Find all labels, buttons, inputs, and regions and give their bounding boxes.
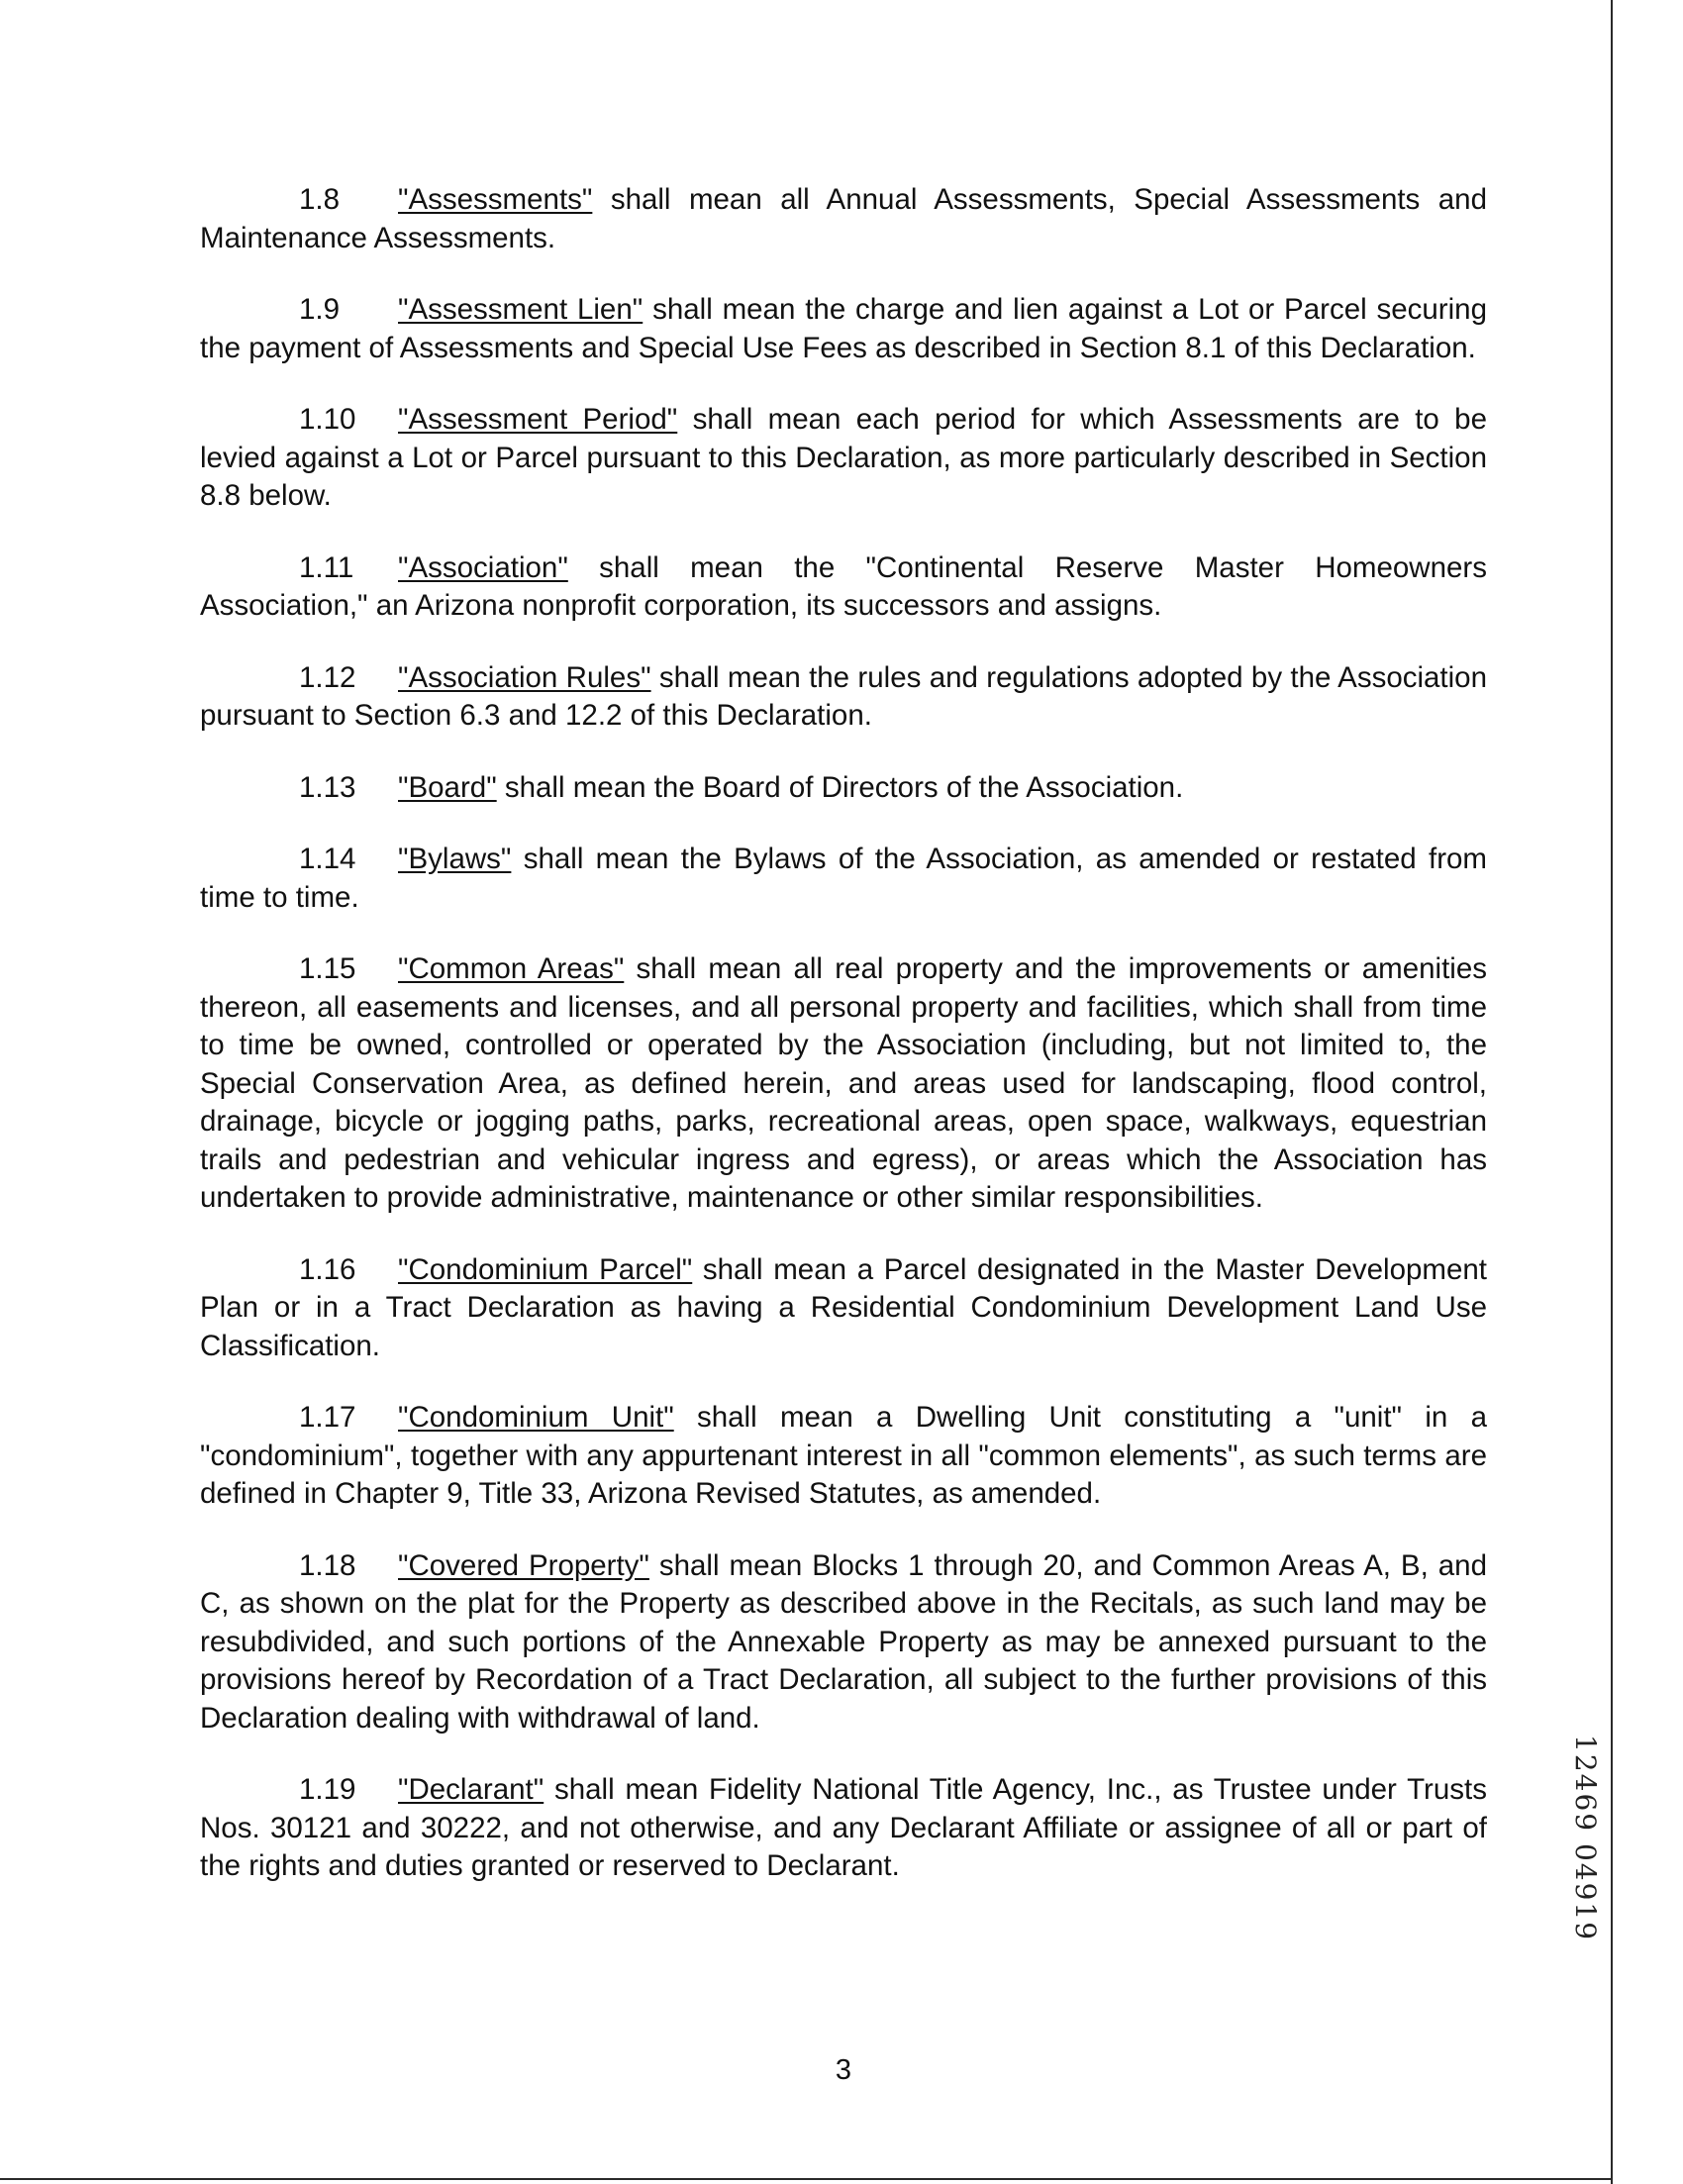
definition-1-19 xyxy=(200,1771,1487,1886)
definition-1-18 xyxy=(200,1547,1487,1738)
section-number: 1.10 xyxy=(299,403,356,436)
definition-1-11 xyxy=(200,549,1487,626)
section-number: 1.17 xyxy=(299,1401,356,1434)
section-number: 1.15 xyxy=(299,952,356,985)
defined-term: "Association Rules" xyxy=(398,660,651,694)
definition-text: shall mean all Annual Assessments, Special Assessments and Maintenance Assessments. xyxy=(200,183,1487,254)
section-number: 1.18 xyxy=(299,1548,356,1582)
definition-text: shall mean Fidelity National Title Agency, Inc., as Trustee under Trusts Nos. 30121 and 30222, and not otherwise, and any Declarant Affiliate or assignee of all or part of the rights and duties granted or reserved to Declarant. xyxy=(200,1773,1487,1882)
definition-1-9 xyxy=(200,291,1487,367)
definition-1-16 xyxy=(200,1251,1487,1366)
definition-text: shall mean the charge and lien against a Lot or Parcel securing the payment of Assessments and Special Use Fees as described in Section 8.1 of this Declaration. xyxy=(200,293,1487,364)
section-number: 1.19 xyxy=(299,1773,356,1806)
definition-1-14 xyxy=(200,841,1487,917)
defined-term: "Assessment Lien" xyxy=(398,293,644,326)
definition-text: shall mean a Parcel designated in the Master Development Plan or in a Tract Declaration as having a Residential Condominium Development Land Use Classification. xyxy=(200,1252,1487,1362)
defined-term: "Board" xyxy=(398,770,497,804)
scan-edge-right xyxy=(1611,0,1613,2184)
definition-text: shall mean a Dwelling Unit constituting a "unit" in a "condominium", together with any appurtenant interest in all "common elements", as such terms are defined in Chapter 9, Title 33, Arizona Revised Statutes, as amended. xyxy=(200,1401,1487,1510)
section-number: 1.16 xyxy=(299,1252,356,1286)
defined-term: "Covered Property" xyxy=(398,1548,649,1582)
section-number: 1.11 xyxy=(299,550,354,584)
defined-term: "Bylaws" xyxy=(398,843,512,875)
section-number: 1.8 xyxy=(299,183,341,216)
defined-term: "Condominium Parcel" xyxy=(398,1252,693,1286)
definition-text: shall mean the "Continental Reserve Master Homeowners Association," an Arizona nonprofit corporation, its successors and assigns. xyxy=(200,550,1487,622)
section-number: 1.14 xyxy=(299,843,356,875)
defined-term: "Assessment Period" xyxy=(398,403,678,436)
defined-term: "Association" xyxy=(398,550,568,584)
definition-text: shall mean Blocks 1 through 20, and Common Areas A, B, and C, as shown on the plat for the Property as described above in the Recitals, as such land may be resubdivided, and such portions of the Annexable Property as may be annexed pursuant to the provisions hereof by Recordation of a Tract Declaration, all subject to the further provisions of this Declaration dealing with withdrawal of land. xyxy=(200,1548,1487,1735)
definition-text: shall mean the Bylaws of the Association, as amended or restated from time to time. xyxy=(200,843,1487,914)
definition-1-13 xyxy=(200,769,1487,808)
defined-term: "Common Areas" xyxy=(398,952,625,985)
definition-1-15 xyxy=(200,950,1487,1218)
recording-number: 12469 04919 xyxy=(1569,1735,1602,1942)
definition-text: shall mean each period for which Assessments are to be levied against a Lot or Parcel pursuant to this Declaration, as more particularly described in Section 8.8 below. xyxy=(200,403,1487,512)
defined-term: "Assessments" xyxy=(398,183,593,216)
section-number: 1.9 xyxy=(299,293,341,326)
section-number: 1.12 xyxy=(299,660,356,694)
defined-term: "Declarant" xyxy=(398,1773,544,1806)
definition-text: shall mean all real property and the improvements or amenities thereon, all easements and licenses, and all personal property and facilities, which shall from time to time be owned, controlled or operated by the Association (including, but not limited to, the Special Conservation Area, as defined herein, and areas used for landscaping, flood control, drainage, bicycle or jogging paths, parks, recreational areas, open space, walkways, equestrian trails and pedestrian and vehicular ingress and egress), or areas which the Association has undertaken to provide administrative, maintenance or other similar responsibilities. xyxy=(200,952,1487,1214)
definition-text: shall mean the rules and regulations adopted by the Association pursuant to Section 6.3 and 12.2 of this Declaration. xyxy=(200,660,1487,732)
document-body xyxy=(200,181,1487,1920)
definition-1-10 xyxy=(200,401,1487,516)
defined-term: "Condominium Unit" xyxy=(398,1401,674,1434)
definition-text: shall mean the Board of Directors of the Association. xyxy=(496,770,1184,804)
definition-1-17 xyxy=(200,1399,1487,1514)
page-number: 3 xyxy=(835,2054,852,2086)
definition-1-12 xyxy=(200,659,1487,736)
definition-1-8 xyxy=(200,181,1487,257)
scan-edge-bottom xyxy=(0,2178,1612,2180)
section-number: 1.13 xyxy=(299,770,356,804)
